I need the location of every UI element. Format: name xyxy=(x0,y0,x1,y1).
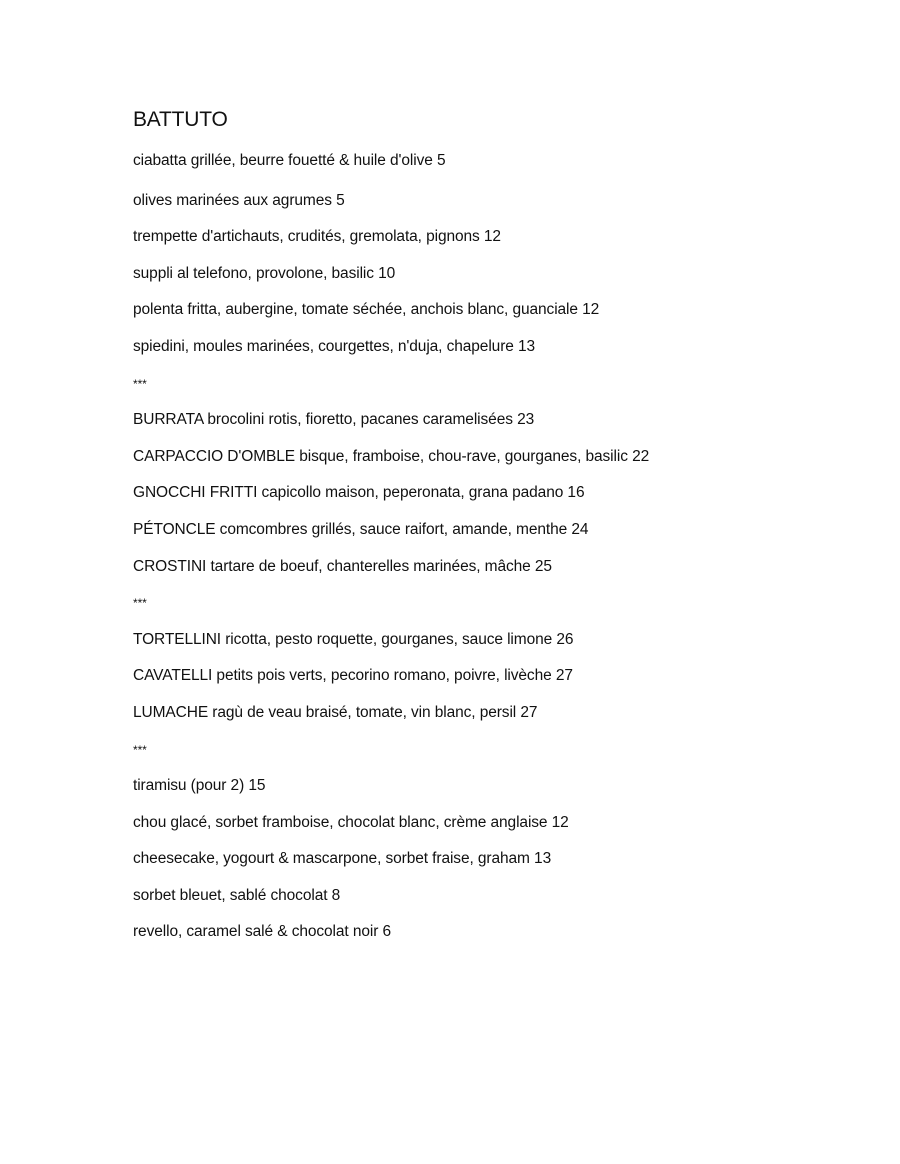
menu-line: ciabatta grillée, beurre fouetté & huile d'olive 5 xyxy=(133,152,446,169)
menu-line: tiramisu (pour 2) 15 xyxy=(133,777,266,795)
menu-line: cheesecake, yogourt & mascarpone, sorbet fraise, graham 13 xyxy=(133,850,552,868)
menu-line: sorbet bleuet, sablé chocolat 8 xyxy=(133,886,341,904)
menu-line: spiedini, moules marinées, courgettes, n'duja, chapelure 13 xyxy=(133,337,536,355)
menu-line: CAVATELLI petits pois verts, pecorino romano, poivre, livèche 27 xyxy=(133,667,573,685)
menu-line: CARPACCIO D'OMBLE bisque, framboise, chou-rave, gourganes, basilic 22 xyxy=(133,447,650,465)
section-separator: *** xyxy=(133,376,147,391)
menu-page xyxy=(133,106,833,951)
menu-line: GNOCCHI FRITTI capicollo maison, peperonata, grana padano 16 xyxy=(133,484,585,502)
menu-list xyxy=(133,146,833,951)
menu-line: LUMACHE ragù de veau braisé, tomate, vin blanc, persil 27 xyxy=(133,703,538,721)
menu-line: suppli al telefono, provolone, basilic 10 xyxy=(133,264,396,282)
menu-line: chou glacé, sorbet framboise, chocolat blanc, crème anglaise 12 xyxy=(133,813,569,831)
menu-line: TORTELLINI ricotta, pesto roquette, gourganes, sauce limone 26 xyxy=(133,630,574,648)
menu-title: BATTUTO xyxy=(133,108,228,131)
menu-line: polenta fritta, aubergine, tomate séchée, anchois blanc, guanciale 12 xyxy=(133,301,600,319)
section-separator: *** xyxy=(133,742,147,757)
menu-line: BURRATA brocolini rotis, fioretto, pacanes caramelisées 23 xyxy=(133,411,535,429)
menu-line: CROSTINI tartare de boeuf, chanterelles marinées, mâche 25 xyxy=(133,557,552,575)
menu-line: revello, caramel salé & chocolat noir 6 xyxy=(133,923,392,941)
menu-line: PÉTONCLE comcombres grillés, sauce raifort, amande, menthe 24 xyxy=(133,520,589,538)
menu-line: olives marinées aux agrumes 5 xyxy=(133,191,345,209)
menu-line: trempette d'artichauts, crudités, gremolata, pignons 12 xyxy=(133,228,501,246)
section-separator: *** xyxy=(133,596,147,611)
